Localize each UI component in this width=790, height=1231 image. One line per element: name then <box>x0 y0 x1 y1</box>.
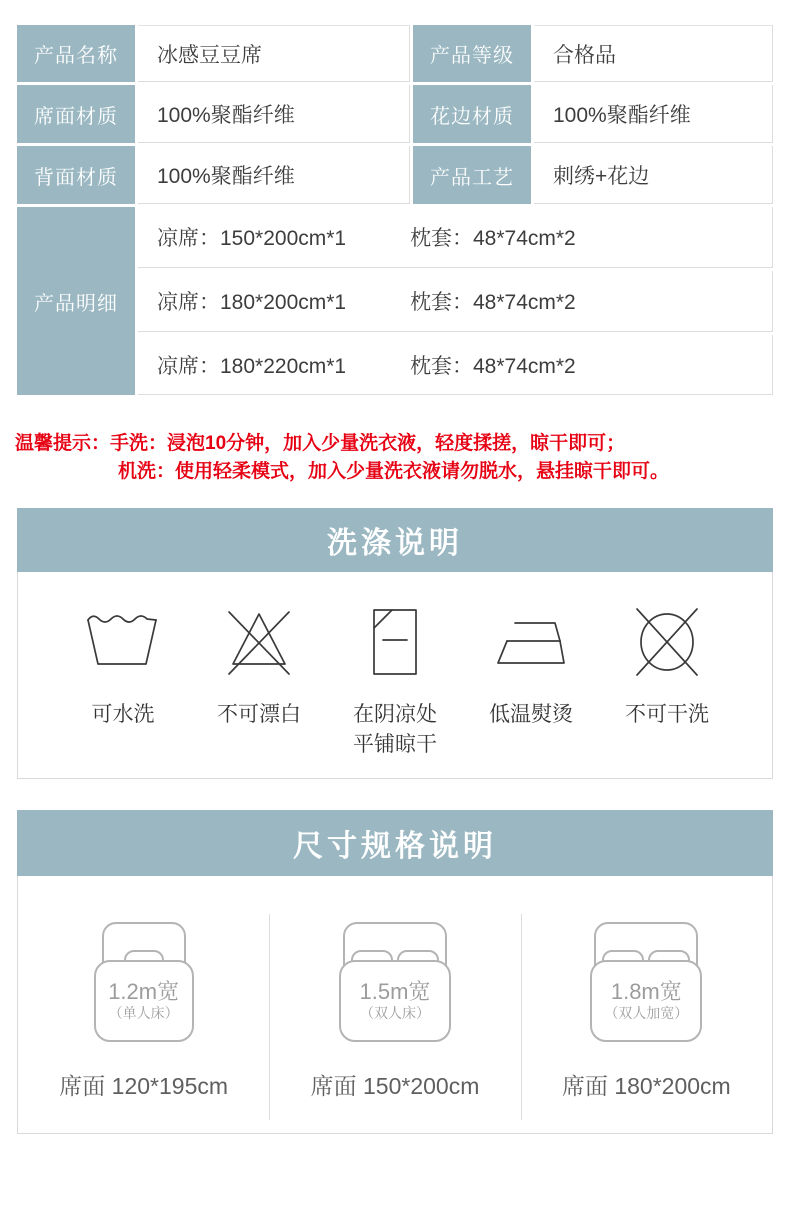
wash-section-title: 洗涤说明 <box>17 508 773 572</box>
wash-icons-row <box>18 572 772 760</box>
bed-card-single <box>18 876 269 1132</box>
spec-value: 合格品 <box>534 25 773 82</box>
bed-card-double <box>269 876 520 1132</box>
single-bed-illustration <box>82 922 206 1042</box>
detail-row <box>138 271 773 332</box>
no-dry-clean-icon <box>604 596 730 688</box>
wash-item-low-iron <box>468 596 594 760</box>
spec-label: 背面材质 <box>17 146 135 204</box>
spec-value: 100%聚酯纤维 <box>138 146 410 204</box>
detail-row <box>138 335 773 395</box>
spec-value: 100%聚酯纤维 <box>138 85 410 143</box>
bed-mattress <box>94 960 194 1042</box>
wash-item-washable <box>60 596 186 760</box>
washtub-icon <box>60 596 186 688</box>
bed-width-label: 1.5m宽 <box>359 979 431 1004</box>
column-divider <box>521 914 522 1120</box>
bed-type-label: （双人加宽） <box>604 1005 689 1021</box>
size-section-title: 尺寸规格说明 <box>17 810 773 876</box>
wash-label-line2: 平铺晾干 <box>353 733 437 756</box>
detail-row <box>138 207 773 268</box>
double-wide-bed-illustration <box>584 922 708 1042</box>
mat-size-label: 席面 120*195cm <box>59 1073 229 1099</box>
bed-card-double-wide <box>521 876 772 1132</box>
wash-item-dry-flat-shade <box>332 596 458 760</box>
spec-value: 100%聚酯纤维 <box>534 85 773 143</box>
spec-label: 产品工艺 <box>413 146 531 204</box>
detail-pillow-size: 枕套：48*74cm*2 <box>410 291 576 314</box>
bed-type-label: （单人床） <box>108 1005 179 1021</box>
spec-value: 冰感豆豆席 <box>138 25 410 82</box>
spec-label-detail: 产品明细 <box>17 207 135 395</box>
wash-label: 不可干洗 <box>625 703 709 726</box>
mat-size-label: 席面 150*200cm <box>310 1073 480 1099</box>
wash-item-no-dry-clean <box>604 596 730 760</box>
spec-label: 产品等级 <box>413 25 531 82</box>
size-section <box>17 810 773 1134</box>
dry-flat-shade-icon <box>332 596 458 688</box>
detail-mat-size: 凉席：180*200cm*1 <box>157 291 347 314</box>
bed-type-label: （双人床） <box>359 1005 430 1021</box>
double-bed-illustration <box>333 922 457 1042</box>
column-divider <box>269 914 270 1120</box>
wash-label: 低温熨烫 <box>489 703 573 726</box>
detail-mat-size: 凉席：150*200cm*1 <box>157 227 347 250</box>
size-content <box>18 876 772 1132</box>
detail-pillow-size: 枕套：48*74cm*2 <box>410 354 576 378</box>
warm-tips <box>15 430 669 486</box>
detail-mat-size: 凉席：180*220cm*1 <box>157 354 347 378</box>
spec-label: 花边材质 <box>413 85 531 143</box>
spec-table <box>17 25 773 395</box>
detail-pillow-size: 枕套：48*74cm*2 <box>410 227 576 250</box>
low-iron-icon <box>468 596 594 688</box>
wash-item-no-bleach <box>196 596 322 760</box>
wash-section <box>17 508 773 779</box>
tip-machine-wash: 机洗：使用轻柔模式，加入少量洗衣液请勿脱水，悬挂晾干即可。 <box>118 461 670 482</box>
bed-width-label: 1.2m宽 <box>108 979 180 1004</box>
wash-label-line1: 在阴凉处 <box>353 703 437 726</box>
no-bleach-icon <box>196 596 322 688</box>
spec-value: 刺绣+花边 <box>534 146 773 204</box>
spec-label: 席面材质 <box>17 85 135 143</box>
wash-label: 不可漂白 <box>217 703 301 726</box>
bed-mattress <box>339 960 451 1042</box>
bed-width-label: 1.8m宽 <box>610 979 682 1004</box>
mat-size-label: 席面 180*200cm <box>561 1073 731 1099</box>
bed-mattress <box>590 960 702 1042</box>
wash-label <box>332 700 458 760</box>
spec-label: 产品名称 <box>17 25 135 82</box>
tip-hand-wash: 温馨提示：手洗：浸泡10分钟，加入少量洗衣液，轻度揉搓，晾干即可； <box>15 433 626 454</box>
wash-label: 可水洗 <box>91 703 155 726</box>
